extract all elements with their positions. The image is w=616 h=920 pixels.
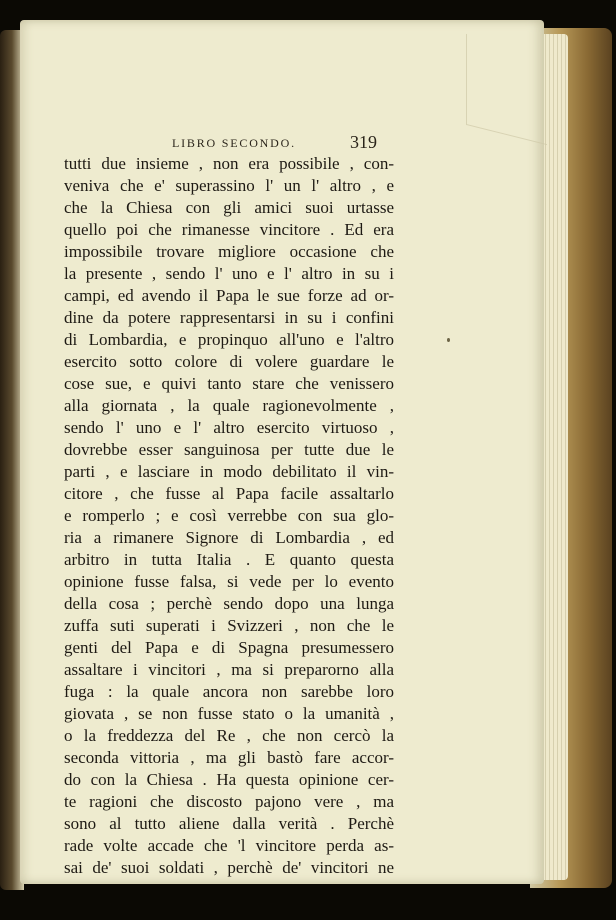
- text-line: do con la Chiesa . Ha questa opinione cer-: [64, 770, 394, 789]
- text-line: rade volte accade che 'l vincitore perda as-: [64, 836, 394, 855]
- text-line: campi, ed avendo il Papa le sue forze ad or-: [64, 286, 394, 305]
- text-line: genti del Papa e di Spagna presumessero: [64, 638, 394, 657]
- text-line: sendo l' uno e l' altro esercito virtuoso ,: [64, 418, 394, 437]
- page-corner-crease: [466, 34, 547, 145]
- running-head: [20, 133, 544, 153]
- text-line: parti , e lasciare in modo debilitato il vin-: [64, 462, 394, 481]
- text-line: della cosa ; perchè sendo dopo una lunga: [64, 594, 394, 613]
- text-line: quello poi che rimanesse vincitore . Ed era: [64, 220, 394, 239]
- text-line: fuga : la quale ancora non sarebbe loro: [64, 682, 394, 701]
- text-line: opinione fusse falsa, si vede per lo evento: [64, 572, 394, 591]
- text-line: e romperlo ; e così verrebbe con sua glo-: [64, 506, 394, 525]
- text-line: assaltare i vincitori , ma si preparorno alla: [64, 660, 394, 679]
- text-line: che la Chiesa con gli amici suoi urtasse: [64, 198, 394, 217]
- text-line: arbitro in tutta Italia . E quanto questa: [64, 550, 394, 569]
- text-line: sai de' suoi soldati , perchè de' vincitori ne: [64, 858, 394, 877]
- text-line: giovata , se non fusse stato o la umanità ,: [64, 704, 394, 723]
- text-line: ria a rimanere Signore di Lombardia , ed: [64, 528, 394, 547]
- text-line: impossibile trovare migliore occasione che: [64, 242, 394, 261]
- text-line: di Lombardia, e propinquo all'uno e l'altro: [64, 330, 394, 349]
- text-line: la presente , sendo l' uno e l' altro in su i: [64, 264, 394, 283]
- text-line: dovrebbe esser sanguinosa per tutte due le: [64, 440, 394, 459]
- page-number: 319: [350, 132, 377, 152]
- text-line: veniva che e' superassino l' un l' altro , e: [64, 176, 394, 195]
- paper-speck: [447, 338, 450, 342]
- text-line: seconda vittoria , ma gli bastò fare accor-: [64, 748, 394, 767]
- text-line: zuffa suti superati i Svizzeri , non che le: [64, 616, 394, 635]
- text-line: tutti due insieme , non era possibile , con-: [64, 154, 394, 173]
- text-line: o la freddezza del Re , che non cercò la: [64, 726, 394, 745]
- running-title: LIBRO SECONDO.: [172, 136, 296, 150]
- text-line: esercito sotto colore di volere guardare le: [64, 352, 394, 371]
- text-line: alla giornata , la quale ragionevolmente ,: [64, 396, 394, 415]
- text-line: te ragioni che discosto pajono vere , ma: [64, 792, 394, 811]
- text-line: cose sue, e quivi tanto stare che venissero: [64, 374, 394, 393]
- body-text: [64, 153, 394, 879]
- text-line: dine da potere rappresentarsi in su i confini: [64, 308, 394, 327]
- text-line: citore , che fusse al Papa facile assaltarlo: [64, 484, 394, 503]
- text-line: sono al tutto aliene dalla verità . Perchè: [64, 814, 394, 833]
